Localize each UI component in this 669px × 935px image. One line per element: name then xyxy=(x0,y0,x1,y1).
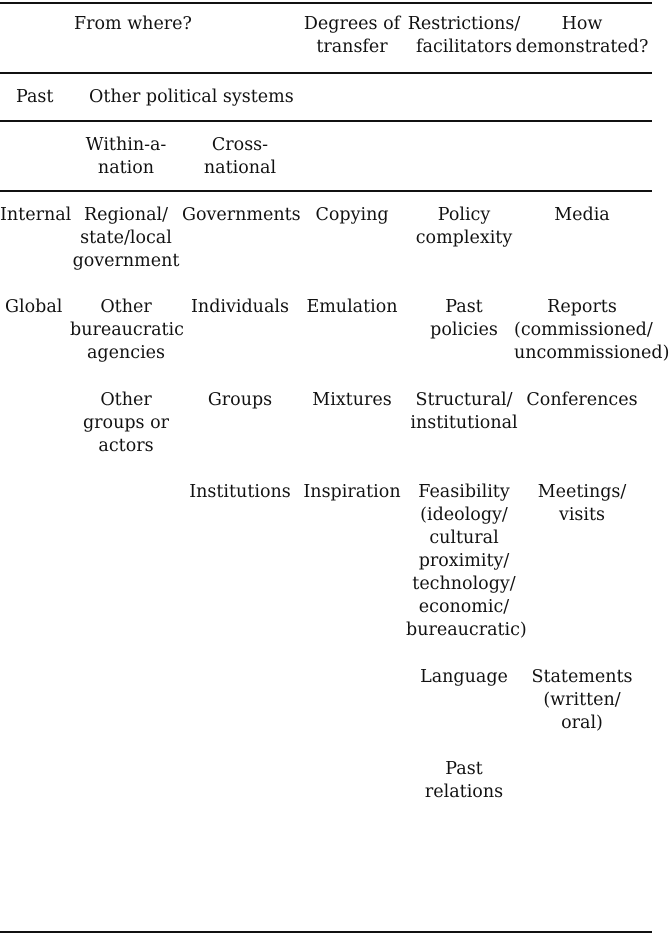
restriction-facilitator-item: Language xyxy=(420,667,508,687)
how-demonstrated-item: Conferences xyxy=(526,390,638,410)
header-rule xyxy=(0,72,652,74)
header-degrees-of-transfer: Degrees of transfer xyxy=(303,14,401,57)
degree-of-transfer-item: Emulation xyxy=(306,297,398,317)
restriction-facilitator-item: Past policies xyxy=(430,297,498,340)
within-nation-item: Other groups or actors xyxy=(82,390,170,456)
subheader-cross-national: Cross- national xyxy=(203,135,277,178)
row-label-internal: Internal xyxy=(0,205,72,225)
top-rule xyxy=(0,2,652,4)
degree-of-transfer-item: Copying xyxy=(315,205,389,225)
past-label: Past xyxy=(16,87,54,107)
cross-national-item: Groups xyxy=(207,390,273,410)
cross-national-item: Individuals xyxy=(191,297,289,317)
how-demonstrated-item: Statements (written/ oral) xyxy=(531,667,633,733)
restriction-facilitator-item: Structural/ institutional xyxy=(410,390,518,433)
how-demonstrated-item: Media xyxy=(554,205,610,225)
degree-of-transfer-item: Inspiration xyxy=(303,482,401,502)
degree-of-transfer-item: Mixtures xyxy=(312,390,392,410)
how-demonstrated-item: Reports (commissioned/ uncommissioned) xyxy=(514,297,669,363)
header-from-where: From where? xyxy=(74,14,192,34)
how-demonstrated-item: Meetings/ visits xyxy=(537,482,627,525)
restriction-facilitator-item: Policy complexity xyxy=(415,205,513,248)
header-how-demonstrated: How demonstrated? xyxy=(515,14,649,57)
row-label-global: Global xyxy=(5,297,63,317)
past-value: Other political systems xyxy=(89,87,294,107)
cross-national-item: Governments xyxy=(182,205,301,225)
bottom-rule xyxy=(0,931,652,933)
cross-national-item: Institutions xyxy=(189,482,291,502)
within-nation-item: Other bureaucratic agencies xyxy=(70,297,184,363)
subheader-within-a-nation: Within-a- nation xyxy=(85,135,167,178)
past-row-rule xyxy=(0,120,652,122)
header-restrictions-facilitators: Restrictions/ facilitators xyxy=(407,14,521,57)
within-nation-item: Regional/ state/local government xyxy=(72,205,180,271)
subheader-rule xyxy=(0,190,652,192)
restriction-facilitator-item: Past relations xyxy=(424,759,504,802)
restriction-facilitator-item: Feasibility (ideology/ cultural proximity/ technology/ economic/ bureaucratic) xyxy=(406,482,527,640)
